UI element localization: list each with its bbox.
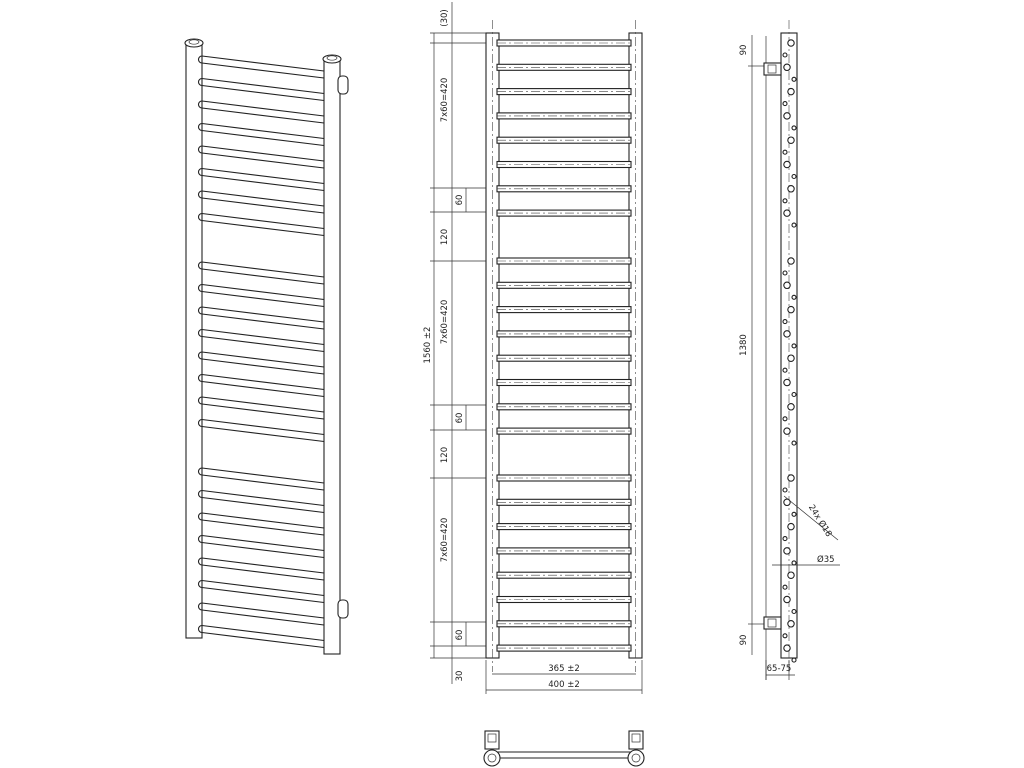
side-hole-rear (783, 199, 787, 203)
iso-rail-bottom-edge (202, 498, 324, 513)
iso-left-upright (186, 42, 202, 638)
dim-total-height: 1560 ±2 (423, 326, 433, 364)
iso-rail-top-edge (202, 101, 324, 116)
iso-rail-top-edge (202, 285, 324, 300)
top-right-pipe (628, 750, 644, 766)
iso-rail-bottom-edge (202, 633, 324, 648)
iso-rail-top-edge (202, 56, 324, 71)
iso-rail-top-edge (202, 191, 324, 206)
side-hole-rear (783, 585, 787, 589)
iso-left-cap (185, 39, 203, 47)
side-hole-rear (783, 320, 787, 324)
side-hole (784, 331, 790, 337)
side-hole (788, 355, 794, 361)
side-hole (788, 137, 794, 143)
side-dim-top: 90 (739, 44, 749, 56)
dim-pitch-2: 60 (455, 412, 465, 424)
side-hole-rear (783, 368, 787, 372)
side-hole (788, 258, 794, 264)
iso-rail-bottom-edge (202, 221, 324, 236)
iso-rail-bottom-edge (202, 543, 324, 558)
iso-rail-top-edge (202, 513, 324, 528)
iso-rail-bottom-edge (202, 520, 324, 535)
iso-rail-bottom-edge (202, 337, 324, 352)
iso-rail-bottom-edge (202, 359, 324, 374)
isometric-view (185, 39, 348, 654)
side-hole-rear (792, 295, 796, 299)
holes-label: 24x Ø18 (805, 502, 834, 539)
side-hole-rear (792, 561, 796, 565)
iso-rail-top-edge (202, 124, 324, 139)
iso-rail-top-edge (202, 214, 324, 229)
iso-rail-top-edge (202, 79, 324, 94)
side-hole-rear (783, 102, 787, 106)
side-hole-rear (783, 634, 787, 638)
side-hole-rear (792, 344, 796, 348)
side-hole (788, 523, 794, 529)
side-hole (784, 64, 790, 70)
side-hole (788, 40, 794, 46)
side-hole (784, 596, 790, 602)
iso-rail-top-edge (202, 558, 324, 573)
side-hole-rear (783, 417, 787, 421)
iso-rail-bottom-edge (202, 404, 324, 419)
iso-rail-bottom-edge (202, 108, 324, 123)
side-hole (788, 88, 794, 94)
side-hole (784, 282, 790, 288)
top-left-pipe (484, 750, 500, 766)
top-view (484, 731, 644, 766)
iso-rail-top-edge (202, 262, 324, 277)
side-hole-rear (792, 658, 796, 662)
side-hole-rear (792, 512, 796, 516)
side-hole (788, 306, 794, 312)
iso-rail-bottom-edge (202, 475, 324, 490)
iso-rail-bottom-edge (202, 314, 324, 329)
side-hole (784, 645, 790, 651)
side-view (739, 20, 840, 680)
side-hole (788, 475, 794, 481)
iso-rail-bottom-edge (202, 131, 324, 146)
side-hole-rear (783, 53, 787, 57)
dim-group-2: 7x60=420 (440, 299, 450, 345)
side-hole (784, 161, 790, 167)
side-hole (784, 379, 790, 385)
iso-rail-bottom-edge (202, 427, 324, 442)
iso-rail-top-edge (202, 603, 324, 618)
iso-rail-top-edge (202, 468, 324, 483)
iso-rail-top-edge (202, 536, 324, 551)
iso-rail-top-edge (202, 420, 324, 435)
side-hole-rear (792, 610, 796, 614)
dim-bottom-offset: 30 (455, 670, 465, 682)
dim-gap-1: 120 (440, 228, 450, 246)
side-hole (784, 113, 790, 119)
side-hole (788, 572, 794, 578)
iso-rail-bottom-edge (202, 382, 324, 397)
front-view (423, 2, 642, 694)
iso-rail-top-edge (202, 626, 324, 641)
dim-pitch-3: 60 (455, 629, 465, 641)
dim-axis-width: 365 ±2 (548, 664, 580, 674)
side-hole (788, 621, 794, 627)
iso-rail-top-edge (202, 491, 324, 506)
iso-rail-top-edge (202, 352, 324, 367)
dim-pitch-1: 60 (455, 194, 465, 206)
side-hole (784, 428, 790, 434)
iso-right-cap (323, 55, 341, 63)
side-hole (784, 210, 790, 216)
iso-rail-bottom-edge (202, 610, 324, 625)
iso-rail-top-edge (202, 169, 324, 184)
wall-distance: 65-75 (766, 664, 792, 674)
iso-rail-bottom-edge (202, 86, 324, 101)
iso-rail-bottom-edge (202, 565, 324, 580)
iso-rail-top-edge (202, 375, 324, 390)
iso-rail-bottom-edge (202, 176, 324, 191)
side-hole-rear (792, 223, 796, 227)
side-dim-bottom: 90 (739, 634, 749, 646)
iso-rail-bottom-edge (202, 269, 324, 284)
dim-top-offset: (30) (440, 9, 450, 27)
side-hole-rear (783, 537, 787, 541)
iso-rail-top-edge (202, 146, 324, 161)
iso-right-upright (324, 58, 340, 654)
iso-rail-bottom-edge (202, 292, 324, 307)
dim-total-width: 400 ±2 (548, 680, 580, 690)
dim-group-3: 7x60=420 (440, 517, 450, 563)
iso-rail-top-edge (202, 397, 324, 412)
iso-rail-top-edge (202, 330, 324, 345)
iso-rail-bottom-edge (202, 588, 324, 603)
side-hole-rear (783, 271, 787, 275)
side-hole (788, 186, 794, 192)
iso-rail-top-edge (202, 307, 324, 322)
dim-group-1: 7x60=420 (440, 77, 450, 123)
iso-bracket-bottom (338, 600, 348, 618)
side-hole-rear (783, 488, 787, 492)
side-hole (788, 404, 794, 410)
iso-rail-top-edge (202, 581, 324, 596)
iso-rail-bottom-edge (202, 63, 324, 78)
iso-rail-bottom-edge (202, 198, 324, 213)
iso-rail-bottom-edge (202, 153, 324, 168)
side-hole-rear (792, 175, 796, 179)
dim-gap-2: 120 (440, 446, 450, 464)
side-hole (784, 548, 790, 554)
side-hole-rear (792, 441, 796, 445)
side-hole-rear (783, 150, 787, 154)
iso-bracket-top (338, 76, 348, 94)
side-hole-rear (792, 393, 796, 397)
side-hole-rear (792, 126, 796, 130)
side-dim-height: 1380 (739, 334, 749, 356)
side-hole-rear (792, 77, 796, 81)
pipe-diameter: Ø35 (817, 555, 835, 565)
